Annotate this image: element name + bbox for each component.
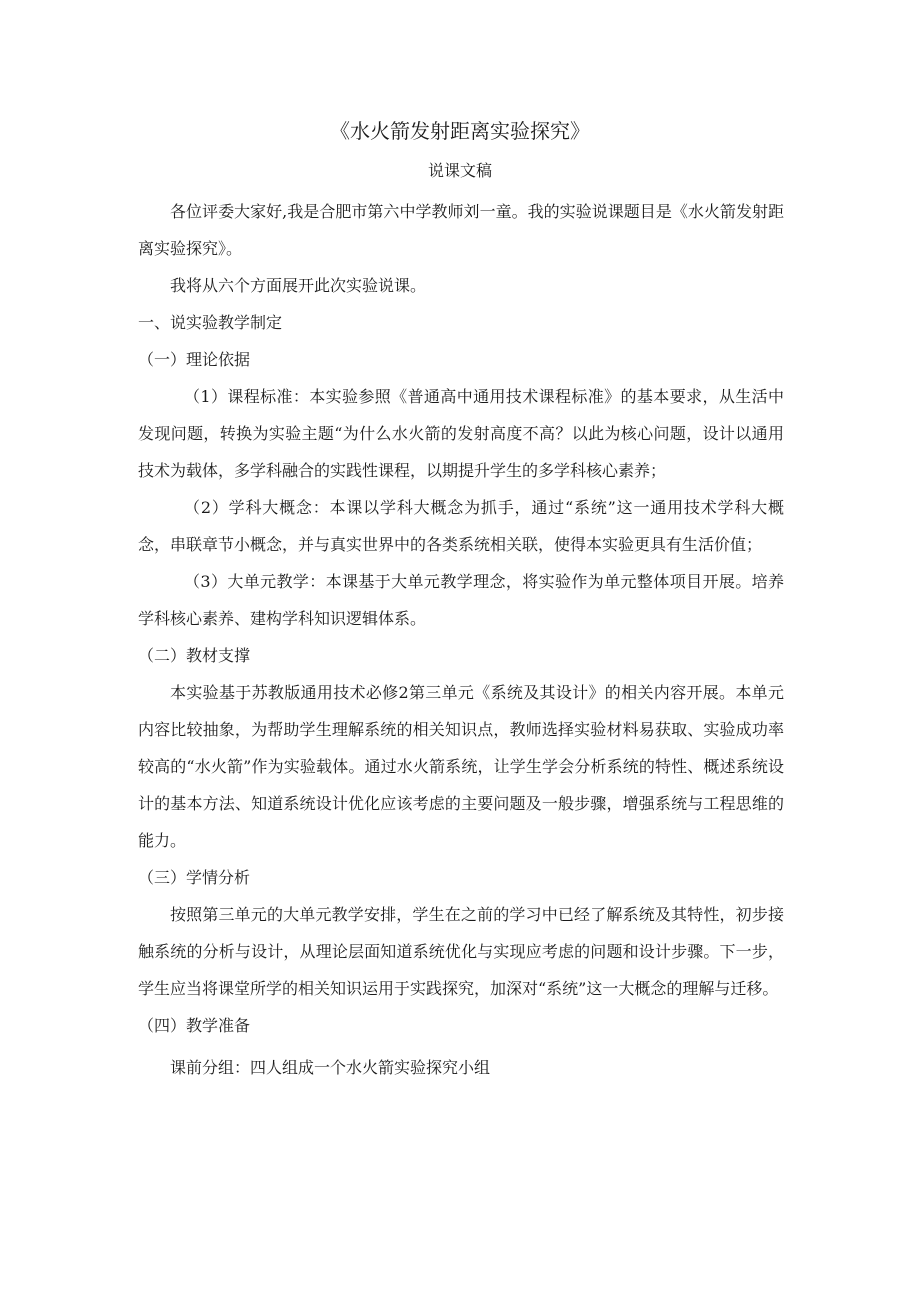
document-title: 《水火箭发射距离实验探究》 [330, 119, 590, 143]
outline-paragraph: 我将从六个方面展开此次实验说课。 [170, 276, 427, 295]
subsection-heading: （四）教学准备 [138, 1016, 251, 1035]
intro-paragraph: 各位评委大家好,我是合肥市第六中学教师刘一童。我的实验说课题目是《水火箭发射距离实验探究》。 [138, 202, 784, 258]
theory-paragraph: （1）课程标准：本实验参照《普通高中通用技术课程标准》的基本要求，从生活中发现问题，转换为实验主题“为什么水火箭的发射高度不高？以此为核心问题，设计以通用技术为载体，多学科融合的实践性课程，以期提升学生的多学科核心素养； [138, 387, 784, 480]
textbook-paragraph: 本实验基于苏教版通用技术必修2第三单元《系统及其设计》的相关内容开展。本单元内容比较抽象，为帮助学生理解系统的相关知识点，教师选择实验材料易获取、实验成功率较高的“水火箭”作为实验载体。通过水火箭系统，让学生学会分析系统的特性、概述系统设计的基本方法、知道系统设计优化应该考虑的主要问题及一般步骤，增强系统与工程思维的能力。 [138, 683, 784, 850]
section-heading: 一、说实验教学制定 [138, 313, 283, 332]
subsection-heading: （二）教材支撑 [138, 646, 251, 665]
theory-paragraph: （2）学科大概念：本课以学科大概念为抓手，通过“系统”这一通用技术学科大概念，串联章节小概念，并与真实世界中的各类系统相关联，使得本实验更具有生活价值； [138, 498, 784, 554]
theory-paragraph: （3）大单元教学：本课基于大单元教学理念，将实验作为单元整体项目开展。培养学科核心素养、建构学科知识逻辑体系。 [138, 572, 784, 628]
preparation-paragraph: 课前分组：四人组成一个水火箭实验探究小组 [170, 1058, 491, 1077]
students-paragraph: 按照第三单元的大单元教学安排，学生在之前的学习中已经了解系统及其特性，初步接触系统的分析与设计，从理论层面知道系统优化与实现应考虑的问题和设计步骤。下一步，学生应当将课堂所学的相关知识运用于实践探究，加深对“系统”这一大概念的理解与迁移。 [138, 905, 784, 998]
subsection-heading: （一）理论依据 [138, 350, 251, 369]
document-subtitle: 说课文稿 [427, 161, 492, 180]
document-body [138, 193, 784, 1086]
subsection-heading: （三）学情分析 [138, 868, 251, 887]
